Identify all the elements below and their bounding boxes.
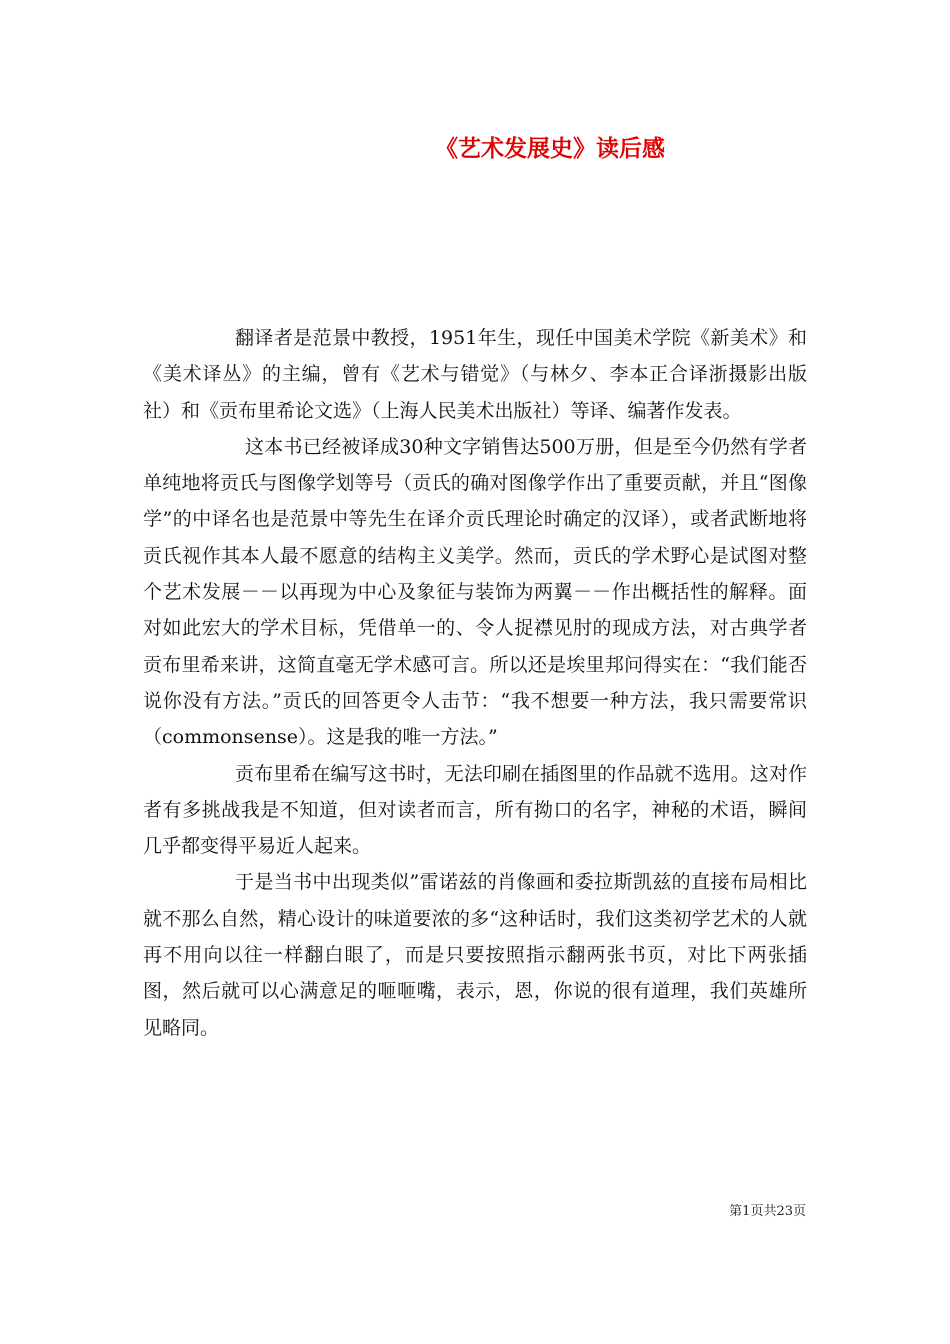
paragraph: 于是当书中出现类似”雷诺兹的肖像画和委拉斯凯兹的直接布局相比就不那么自然，精心设计的味道要浓的多“这种话时，我们这类初学艺术的人就再不用向以往一样翻白眼了，而是只要按照指示翻两张书页，对比下两张插图，然后就可以心满意足的咂咂嘴，表示，恩，你说的很有道理，我们英雄所见略同。 — [143, 871, 807, 1039]
document-title: 《艺术发展史》读后感 — [435, 135, 665, 162]
page-number: 第1页共23页 — [729, 1204, 806, 1219]
paragraph: 翻译者是范景中教授，1951年生，现任中国美术学院《新美术》和《美术译丛》的主编，曾有《艺术与错觉》（与林夕、李本正合译浙摄影出版社）和《贡布里希论文选》（上海人民美术出版社）等译、编著作发表。 — [143, 327, 807, 422]
paragraph: 贡布里希在编写这书时，无法印刷在插图里的作品就不选用。这对作者有多挑战我是不知道，但对读者而言，所有拗口的名字，神秘的术语，瞬间几乎都变得平易近人起来。 — [143, 762, 807, 858]
paragraph: 这本书已经被译成30种文字销售达500万册，但是至今仍然有学者单纯地将贡氏与图像学划等号（贡氏的确对图像学作出了重要贡献，并且“图像学”的中译名也是范景中等先生在译介贡氏理论时确定的汉译），或者武断地将贡氏视作其本人最不愿意的结构主义美学。然而，贡氏的学术野心是试图对整个艺术发展－－以再现为中心及象征与装饰为两翼－－作出概括性的解释。面对如此宏大的学术目标，凭借单一的、令人捉襟见肘的现成方法，对古典学者贡布里希来讲，这简直毫无学术感可言。所以还是埃里邦问得实在：“我们能否说你没有方法。”贡氏的回答更令人击节：“我不想要一种方法，我只需要常识（commonsense）。这是我的唯一方法。” — [143, 435, 807, 749]
document-body — [143, 320, 807, 1046]
